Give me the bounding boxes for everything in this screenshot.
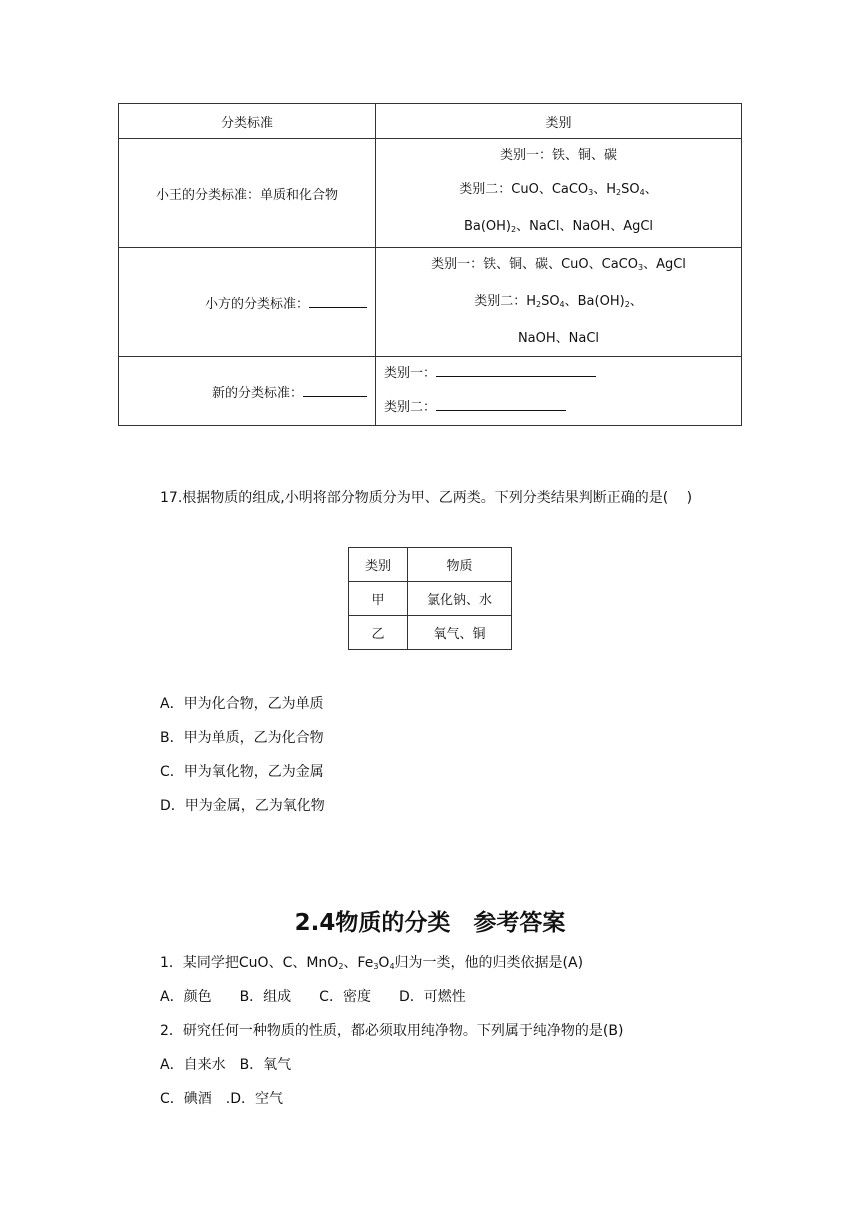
row1-cat2-line1: 类别二：CuO、CaCO$_3$、$H_2SO_4$、 (459, 182, 658, 197)
answers-title: 2.4物质的分类 参考答案 (294, 910, 566, 936)
header-category: 类别 (376, 104, 742, 139)
answer-q2: 2．研究任何一种物质的性质，都必须取用纯净物。下列属于纯净物的是(B) (160, 1023, 624, 1039)
row2-blank[interactable] (309, 293, 367, 308)
header-criterion: 分类标准 (119, 104, 376, 139)
q17-option-b[interactable]: B．甲为单质，乙为化合物 (160, 730, 324, 746)
answer-q1-options: A．颜色 B．组成 C．密度 D．可燃性 (160, 989, 466, 1005)
q17-header-category: 类别 (349, 548, 408, 582)
q17-option-c[interactable]: C．甲为氧化物，乙为金属 (160, 764, 324, 780)
row1-categories (376, 139, 742, 248)
q17-stem: 17.根据物质的组成,小明将部分物质分为甲、乙两类。下列分类结果判断正确的是( ) (160, 490, 693, 506)
row2-criterion: 小方的分类标准： (119, 248, 376, 357)
answer-q2-options-1: A．自来水 B．氧气 (160, 1057, 292, 1073)
row1-cat2-line2: $Ba(OH)_2$、NaCl、NaOH、AgCl (463, 219, 654, 234)
row1-cat1: 类别一：铁、铜、碳 (499, 148, 617, 163)
row3-criterion: 新的分类标准： (119, 357, 376, 426)
row3-cat2: 类别二： (384, 391, 741, 425)
row1-criterion: 小王的分类标准：单质和化合物 (119, 139, 376, 248)
classification-table (118, 103, 742, 426)
q17-row-label: 甲 (349, 582, 408, 616)
row2-categories (376, 248, 742, 357)
row2-cat1: 类别一：铁、铜、碳、CuO、CaCO$_3$、AgCl (431, 257, 686, 272)
q17-option-a[interactable]: A．甲为化合物，乙为单质 (160, 696, 324, 712)
row3-blank[interactable] (303, 382, 367, 397)
q17-header-substance: 物质 (408, 548, 512, 582)
row2-cat2-line2: NaOH、NaCl (517, 331, 600, 346)
row3-categories (376, 357, 742, 426)
row2-cat2-line1: 类别二：$H_2SO_4$、$Ba(OH)_2$、 (474, 294, 643, 309)
row3-cat1: 类别一： (384, 357, 741, 391)
answer-q1: 1．某同学把CuO、C、MnO$_2$、$Fe_3O_4$归为一类，他的归类依据是(A) (160, 955, 584, 971)
answer-q2-options-2: C．碘酒 .D．空气 (160, 1091, 284, 1107)
q17-table (348, 547, 512, 650)
row3-cat2-blank[interactable] (436, 396, 566, 411)
q17-row-value: 氧气、铜 (408, 616, 512, 650)
row3-cat1-blank[interactable] (436, 362, 596, 377)
q17-option-d[interactable]: D．甲为金属，乙为氧化物 (160, 798, 325, 814)
q17-row-label: 乙 (349, 616, 408, 650)
q17-row-value: 氯化钠、水 (408, 582, 512, 616)
